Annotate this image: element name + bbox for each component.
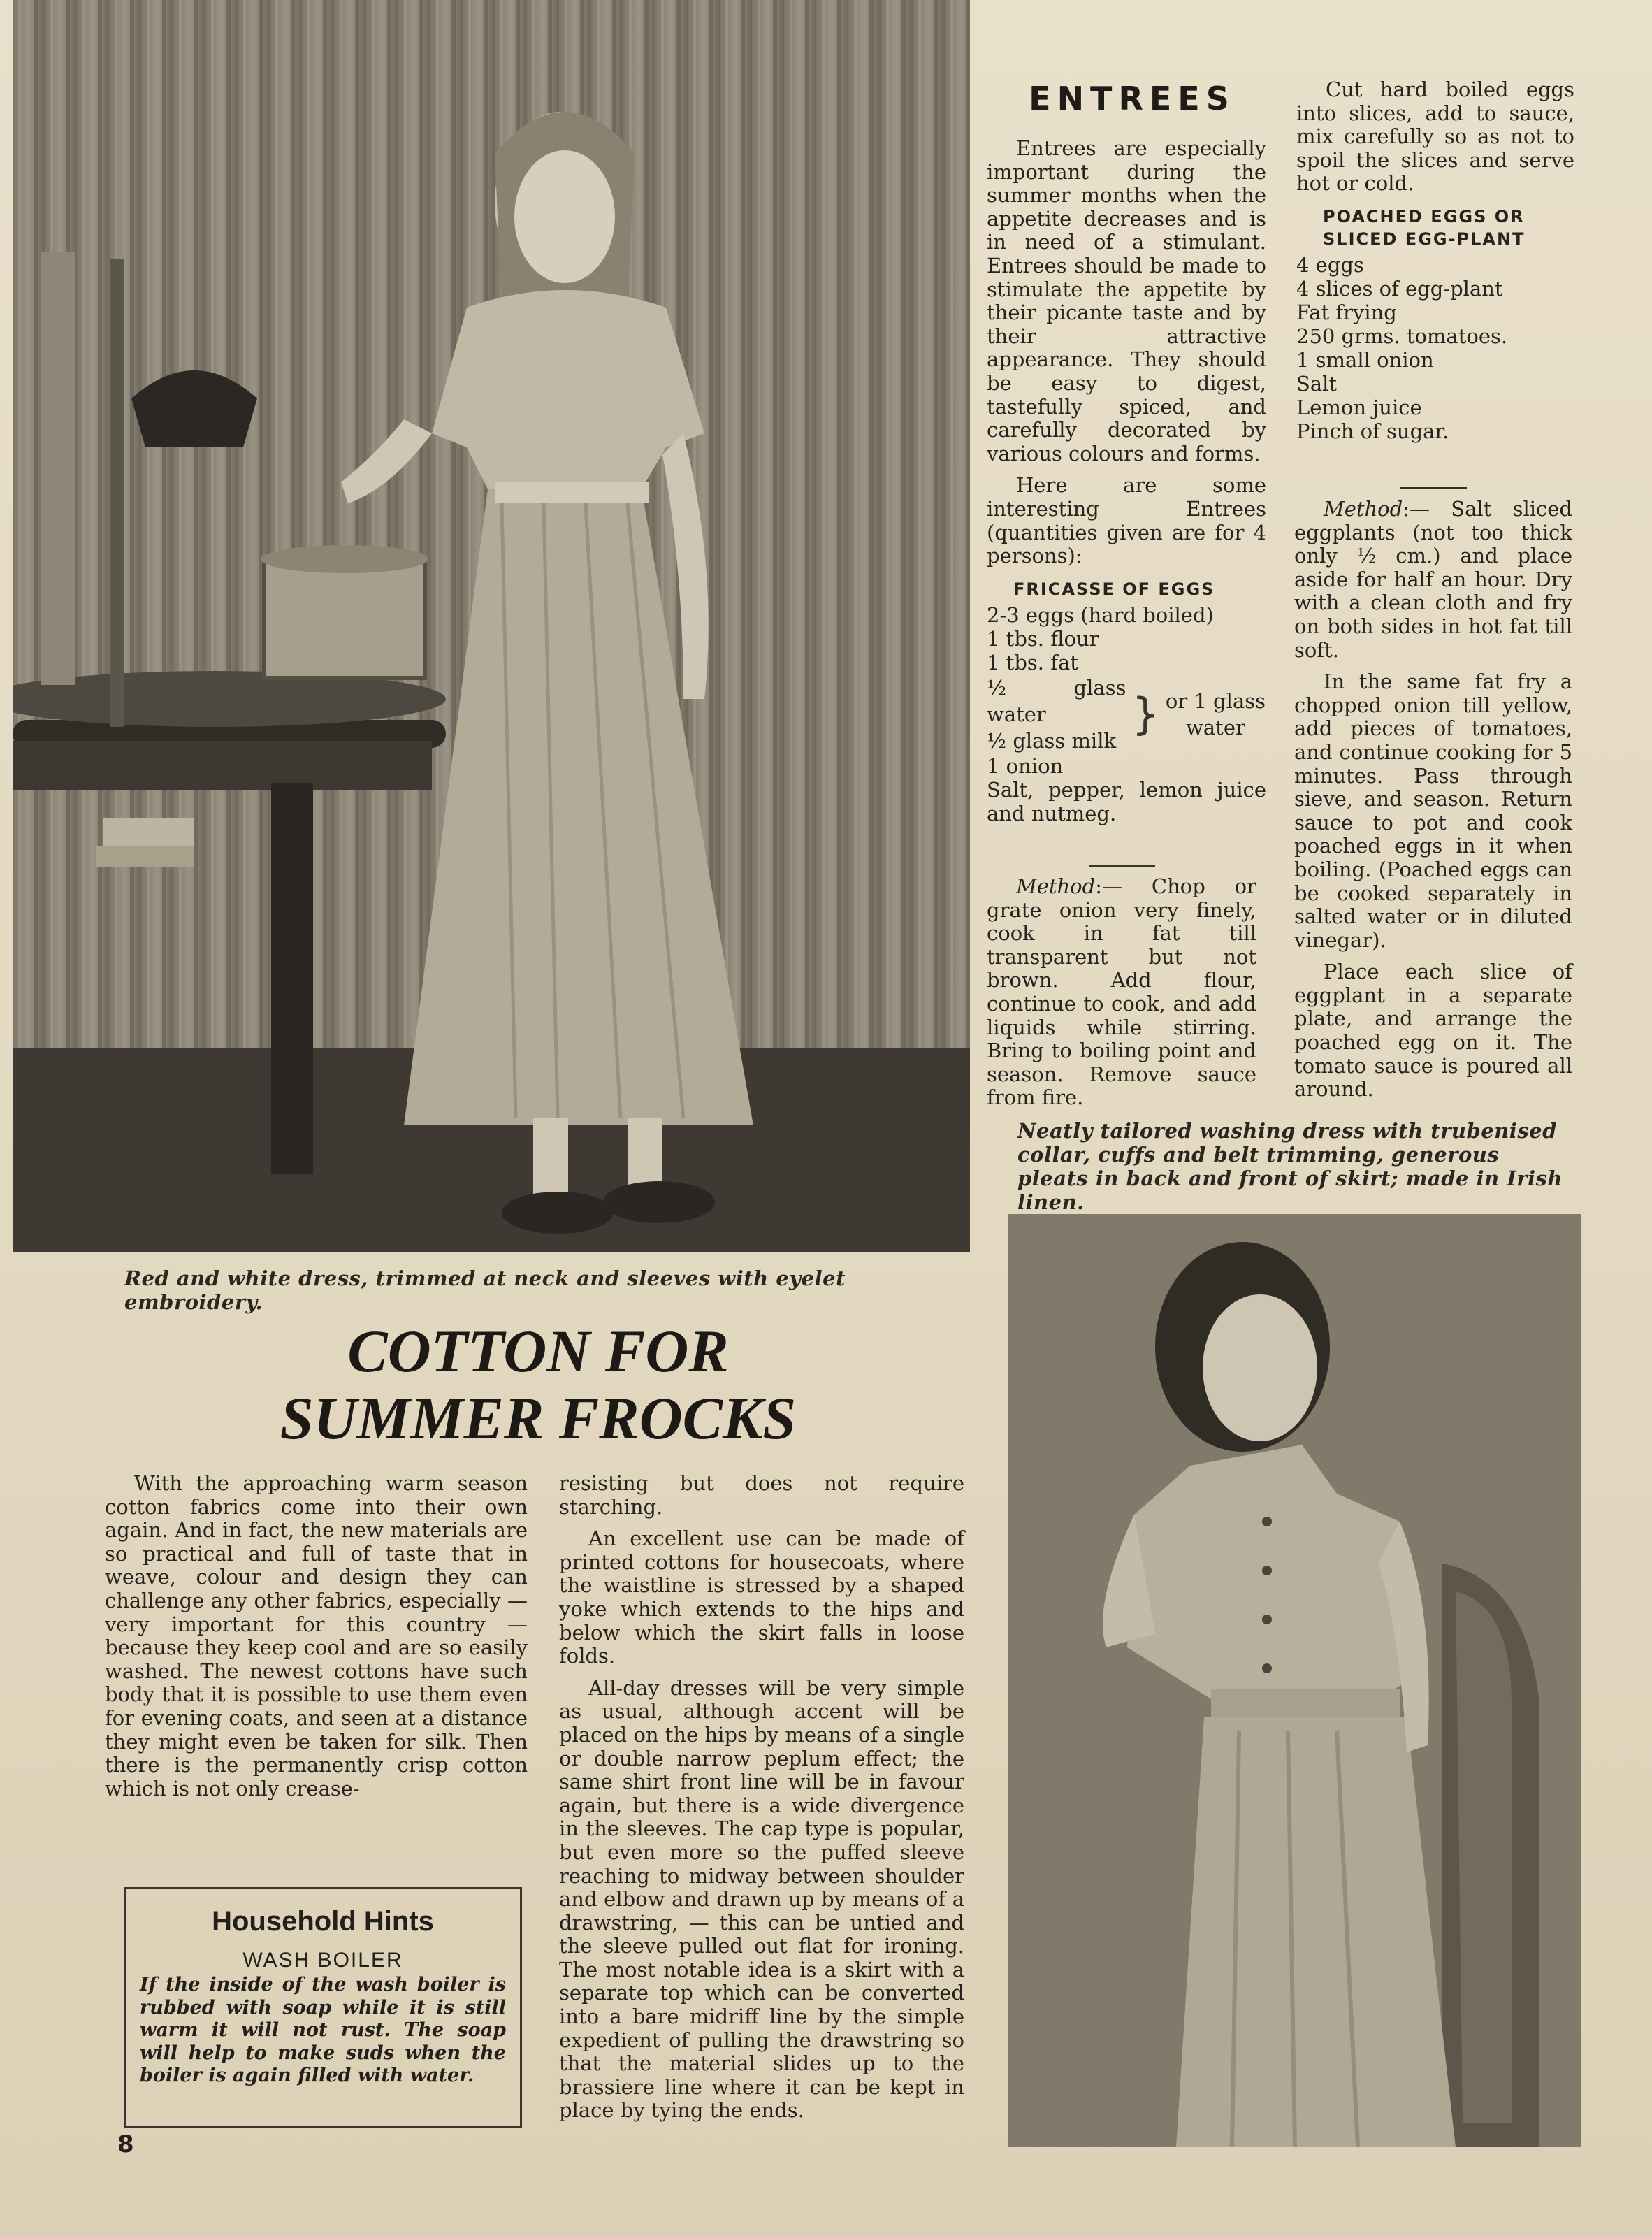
photo-woman-linen-dress xyxy=(1008,1214,1581,2147)
recipe2-title: POACHED EGGS OR SLICED EGG-PLANT xyxy=(1323,206,1526,249)
entrees-column-1-method xyxy=(987,856,1256,1110)
photo-girl-red-white-dress xyxy=(13,0,970,1252)
household-hints-box xyxy=(124,1887,522,2128)
recipe1-ingredient: 1 onion xyxy=(987,753,1064,778)
article-title xyxy=(210,1317,867,1452)
article-title-line1: COTTON FOR xyxy=(347,1317,729,1385)
article-title-line2: SUMMER FROCKS xyxy=(280,1385,797,1452)
photo-woman-illustration xyxy=(1008,1214,1581,2147)
entrees-intro-2: Here are some interesting Entrees (quantities given are for 4 persons): xyxy=(987,473,1266,568)
article-paragraph: resisting but does not require starching. xyxy=(559,1471,964,1519)
page-number: 8 xyxy=(117,2130,134,2158)
recipe2-ingredient: 4 eggs xyxy=(1296,252,1364,277)
article-column-1 xyxy=(105,1472,528,1800)
recipe2-ingredient: 1 small onion xyxy=(1296,347,1434,372)
recipe1-method-label: Method xyxy=(1016,874,1096,898)
recipe2-ingredient: 250 grms. tomatoes. xyxy=(1296,324,1508,348)
recipe1-liquids xyxy=(987,674,1266,754)
recipe2-method: :— Salt sliced eggplants (not too thick only ½ cm.) and place aside for half an hour. Dry with a clean cloth and fry on both sides in hot fat till soft. xyxy=(1294,497,1572,662)
article-paragraph: An excellent use can be made of printed cottons for housecoats, where the waistline is stressed by a shaped yoke which extends to the hips and below which the skirt falls in loose folds. xyxy=(559,1526,964,1668)
recipe1-method-continued: Cut hard boiled eggs into slices, add to sauce, mix carefully so as not to spoil the slices and serve hot or cold. xyxy=(1296,78,1574,196)
entrees-column-1 xyxy=(987,137,1266,825)
recipe1-ingredient: Salt, pepper, lemon juice and nutmeg. xyxy=(987,777,1266,825)
entrees-column-2-method xyxy=(1294,479,1572,1102)
household-hints-text: If the inside of the wash boiler is rubbed with soap while it is still warm it will not rust. The soap will help to make suds when the boiler is again filled with water. xyxy=(140,1974,506,2086)
entrees-column-2 xyxy=(1296,78,1574,443)
household-hints-title: Household Hints xyxy=(212,1906,434,1937)
article-paragraph: All-day dresses will be very simple as usual, although accent will be placed on the hips by means of a single or double narrow peplum effect; the same shirt front line will be in favour again, but there is a wide divergence in the sleeves. The cap type is popular, but even more so the puffed sleeve reaching to midway between shoulder and elbow and drawn up by means of a drawstring, — this can be untied and the sleeve pulled out flat for ironing. The most notable idea is a skirt with a separate top which can be converted into a bare midriff line by the simple expedient of pulling the drawstring so that the material slides up to the brassiere line where it can be kept in place by tying the ends. xyxy=(559,1675,964,2123)
photo-caption-right: Neatly tailored washing dress with trubenised collar, cuffs and belt trimming, generous pleats in back and front of skirt; made in Irish linen. xyxy=(1017,1119,1563,1214)
recipe1-ingredient: 1 tbs. fat xyxy=(987,650,1078,674)
photo-girl-illustration xyxy=(13,0,970,1252)
recipe2-ingredient: Pinch of sugar. xyxy=(1296,419,1449,443)
recipe1-liquid-water: ½ glass water xyxy=(987,675,1126,726)
divider-rule xyxy=(1400,487,1467,489)
recipe2-method-p3: Place each slice of eggplant in a separate plate, and arrange the poached egg on it. The tomato sauce is poured all around. xyxy=(1294,960,1572,1102)
recipe2-ingredient: Salt xyxy=(1296,371,1338,396)
recipe1-ingredient: 2-3 eggs (hard boiled) xyxy=(987,602,1214,627)
recipe1-title: FRICASSE OF EGGS xyxy=(1013,579,1215,599)
recipe2-method-p2: In the same fat fry a chopped onion till yellow, add pieces of tomatoes, and continue cooking for 5 minutes. Pass through sieve, and season. Return sauce to pot and cook poached eggs in it when boiling. (Poached eggs can be cooked separately in salted water or in diluted vinegar). xyxy=(1294,670,1572,952)
household-hints-subtitle: WASH BOILER xyxy=(242,1949,403,1972)
entrees-intro: Entrees are especially important during the summer months when the appetite decreases and is in need of a stimulant. Entrees should be made to stimulate the appetite by their picante taste and by their attractive appearance. They should be easy to digest, tastefully spiced, and carefully decorated by various colours and forms. xyxy=(987,136,1266,465)
recipe2-ingredient: Fat frying xyxy=(1296,300,1397,324)
article-column-2 xyxy=(559,1472,964,2123)
recipe1-liquid-alt: or 1 glass water xyxy=(1165,688,1266,739)
entrees-heading: ENTREES xyxy=(1029,80,1236,117)
recipe1-ingredient: 1 tbs. flour xyxy=(987,626,1099,651)
article-paragraph: With the approaching warm season cotton fabrics come into their own again. And in fact, the new materials are so practical and full of taste that in weave, colour and design they can challenge any other fabrics, especially — very important for this country — because they keep cool and are so easily washed. The newest cottons have such body that it is possible to use them even for evening coats, and seen at a distance they might even be taken for silk. Then there is the permanently crisp cotton which is not only crease- xyxy=(105,1471,528,1800)
divider-rule xyxy=(1089,865,1155,867)
recipe1-method: :— Chop or grate onion very finely, cook in fat till transparent but not brown. Add flour, continue to cook, and add liquids while stirring. Bring to boiling point and season. Remove sauce from fire. xyxy=(987,874,1256,1110)
recipe2-ingredient: Lemon juice xyxy=(1296,395,1422,419)
recipe2-method-label: Method xyxy=(1324,497,1403,521)
photo-caption-top: Red and white dress, trimmed at neck and sleeves with eyelet embroidery. xyxy=(124,1266,846,1314)
recipe2-ingredient: 4 slices of egg-plant xyxy=(1296,276,1503,301)
brace-symbol: } xyxy=(1131,688,1159,739)
recipe1-liquid-milk: ½ glass milk xyxy=(987,728,1117,753)
